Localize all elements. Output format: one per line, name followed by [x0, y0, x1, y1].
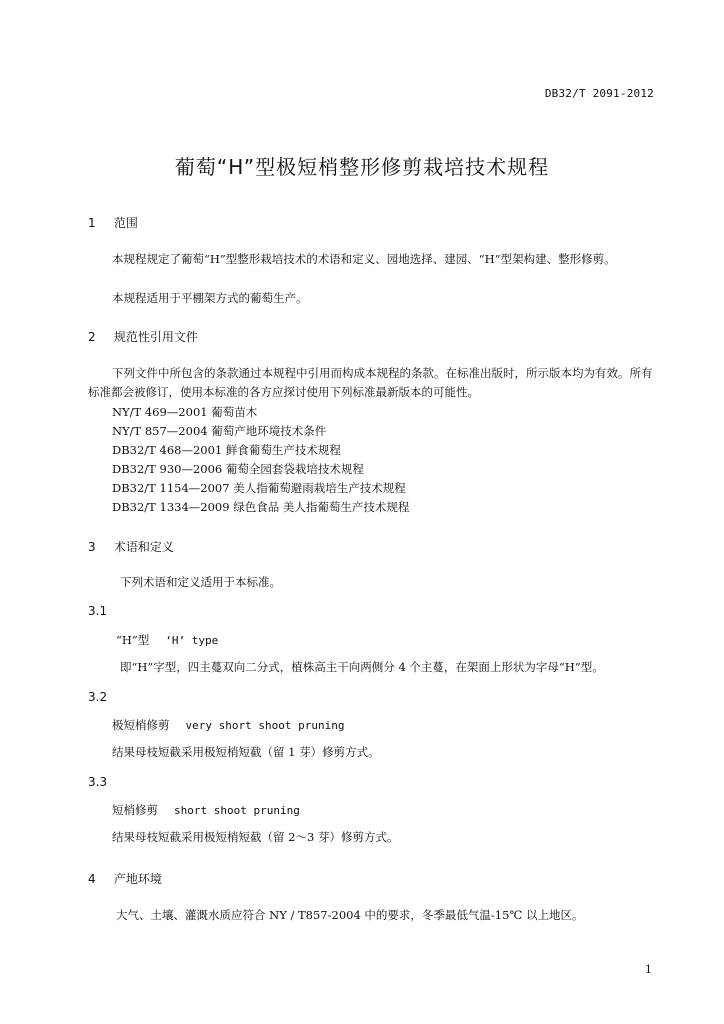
reference-item: DB32/T 1334—2009 绿色食品 美人指葡萄生产技术规程 — [112, 500, 410, 514]
environment-paragraph: 大气、土壤、灌溉水质应符合 NY / T857-2004 中的要求，冬季最低气温-15℃ 以上地区。 — [116, 908, 584, 922]
reference-item: NY/T 469—2001 葡萄苗木 — [112, 405, 258, 419]
reference-item: NY/T 857—2004 葡萄产地环境技术条件 — [112, 424, 327, 438]
document-title: 葡萄“H”型极短梢整形修剪栽培技术规程 — [174, 155, 550, 179]
definition-3-3: 结果母枝短截采用极短梢短截（留 2～3 芽）修剪方式。 — [112, 830, 399, 844]
scope-paragraph-1: 本规程规定了葡萄“H”型整形栽培技术的术语和定义、园地选择、建园、“H”型架构建、整形修剪。 — [112, 252, 616, 266]
subclause-3-2-number: 3.2 — [88, 690, 108, 704]
section-title: 规范性引用文件 — [113, 330, 198, 344]
section-number: 3 — [88, 540, 96, 554]
document-code: DB32/T 2091-2012 — [544, 87, 654, 100]
section-number: 4 — [88, 872, 96, 886]
section-title: 产地环境 — [113, 872, 162, 886]
term-cn: “H”型 — [116, 633, 150, 647]
subclause-3-1-number: 3.1 — [88, 604, 108, 618]
terms-intro: 下列术语和定义适用于本标准。 — [120, 575, 281, 589]
term-en: very short shoot pruning — [185, 719, 345, 732]
definition-3-2: 结果母枝短截采用极短梢短截（留 1 芽）修剪方式。 — [112, 745, 380, 759]
term-en: short shoot pruning — [174, 804, 300, 817]
section-number: 2 — [88, 330, 96, 344]
reference-item: DB32/T 1154—2007 美人指葡萄避雨栽培生产技术规程 — [112, 481, 406, 495]
section-2-heading — [88, 328, 198, 345]
term-en: ‘H’ type — [165, 634, 219, 647]
term-cn: 短梢修剪 — [112, 803, 158, 817]
definition-3-1: 即“H”字型，四主蔓双向二分式，植株高主干向两侧分 4 个主蔓，在架面上形状为字母“H”型。 — [120, 660, 604, 674]
section-3-heading — [88, 538, 174, 555]
reference-item: DB32/T 468—2001 鲜食葡萄生产技术规程 — [112, 443, 341, 457]
term-3-2 — [112, 717, 344, 733]
scope-paragraph-2: 本规程适用于平棚架方式的葡萄生产。 — [112, 291, 308, 305]
section-title: 范围 — [113, 216, 138, 230]
section-title: 术语和定义 — [113, 540, 174, 554]
section-4-heading — [88, 870, 162, 887]
term-cn: 极短梢修剪 — [112, 718, 170, 732]
term-3-3 — [112, 802, 300, 818]
page-number: 1 — [645, 963, 652, 976]
reference-item: DB32/T 930—2006 葡萄全园套袋栽培技术规程 — [112, 462, 364, 476]
term-3-1 — [116, 632, 218, 648]
subclause-3-3-number: 3.3 — [88, 775, 108, 789]
normative-paragraph: 下列文件中所包含的条款通过本规程中引用而构成本规程的条款。在标准出版时，所示版本均为有效。所有标准都会被修订，使用本标准的各方应探讨使用下列标准最新版本的可能性。 — [88, 366, 653, 399]
section-number: 1 — [88, 216, 96, 230]
section-1-heading — [88, 214, 138, 231]
